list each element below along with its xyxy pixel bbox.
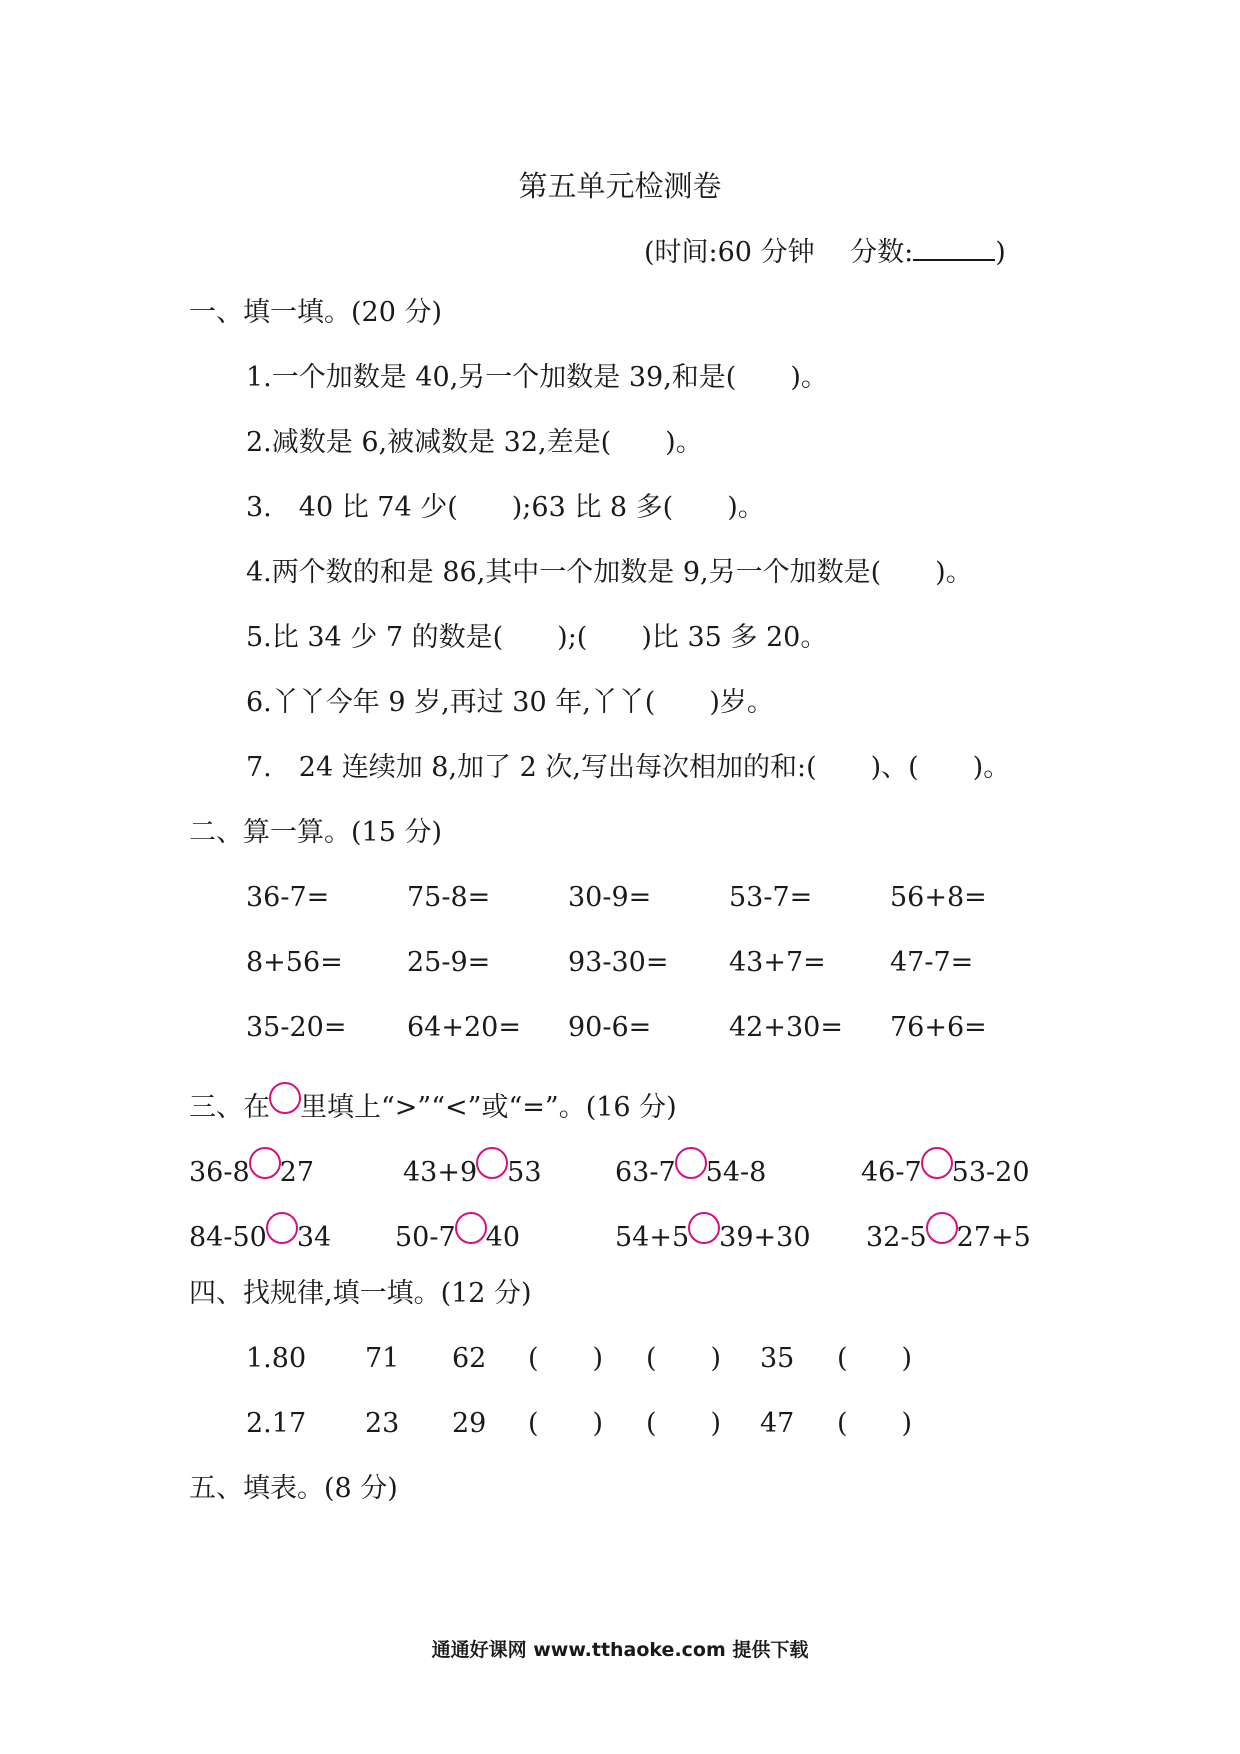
s1-question-7: 7. 24 连续加 8,加了 2 次,写出每次相加的和:( )、( )。	[246, 752, 1011, 783]
calc-problem: 47-7=	[890, 947, 974, 978]
compare-circle[interactable]	[249, 1147, 281, 1179]
s1-question-6: 6.丫丫今年 9 岁,再过 30 年,丫丫( )岁。	[246, 687, 774, 718]
compare-right: 39+30	[719, 1222, 811, 1253]
calc-problem: 56+8=	[890, 882, 987, 913]
calc-problem: 42+30=	[729, 1012, 843, 1043]
calc-problem: 35-20=	[246, 1012, 347, 1043]
section3-heading-pre: 三、在	[189, 1092, 270, 1123]
compare-item	[403, 1147, 542, 1190]
pattern-value: 29	[452, 1408, 487, 1439]
section3-heading	[189, 1082, 677, 1125]
pattern-value: 23	[365, 1408, 400, 1439]
compare-left: 63-7	[615, 1157, 676, 1188]
calc-problem: 30-9=	[568, 882, 652, 913]
compare-item	[861, 1147, 1030, 1190]
calc-problem: 90-6=	[568, 1012, 652, 1043]
compare-item	[189, 1212, 331, 1255]
pattern-blank[interactable]: ( )	[837, 1408, 913, 1439]
calc-problem: 36-7=	[246, 882, 330, 913]
compare-circle[interactable]	[675, 1147, 707, 1179]
calc-problem: 93-30=	[568, 947, 669, 978]
pattern-blank[interactable]: ( )	[646, 1343, 722, 1374]
compare-circle[interactable]	[476, 1147, 508, 1179]
calc-problem: 76+6=	[890, 1012, 987, 1043]
pattern-blank[interactable]: ( )	[528, 1408, 604, 1439]
footer-source: 通通好课网 www.tthaoke.com 提供下载	[431, 1639, 809, 1661]
calc-problem: 64+20=	[407, 1012, 521, 1043]
section1-heading: 一、填一填。(20 分)	[189, 297, 443, 328]
calc-problem: 43+7=	[729, 947, 826, 978]
compare-circle[interactable]	[926, 1212, 958, 1244]
calc-problem: 75-8=	[407, 882, 491, 913]
time-score-info	[644, 230, 1006, 269]
compare-right: 53-20	[951, 1157, 1030, 1188]
section5-heading: 五、填表。(8 分)	[189, 1473, 398, 1504]
s1-question-4: 4.两个数的和是 86,其中一个加数是 9,另一个加数是( )。	[246, 557, 973, 588]
calc-problem: 8+56=	[246, 947, 343, 978]
pattern-blank[interactable]: ( )	[528, 1343, 604, 1374]
time-score-label: (时间:60 分钟 分数:	[644, 237, 914, 268]
compare-circle[interactable]	[921, 1147, 953, 1179]
pattern-value: 47	[760, 1408, 795, 1439]
section2-heading: 二、算一算。(15 分)	[189, 817, 443, 848]
compare-item	[615, 1147, 766, 1190]
calc-problem: 53-7=	[729, 882, 813, 913]
pattern-value: 1.80	[246, 1343, 307, 1374]
compare-right: 53	[507, 1157, 542, 1188]
calc-problem: 25-9=	[407, 947, 491, 978]
compare-left: 43+9	[403, 1157, 478, 1188]
compare-item	[615, 1212, 811, 1255]
section4-heading: 四、找规律,填一填。(12 分)	[189, 1278, 532, 1309]
compare-circle[interactable]	[455, 1212, 487, 1244]
compare-circle[interactable]	[266, 1212, 298, 1244]
pattern-value: 62	[452, 1343, 487, 1374]
compare-left: 46-7	[861, 1157, 922, 1188]
compare-right: 27+5	[956, 1222, 1031, 1253]
compare-left: 32-5	[866, 1222, 927, 1253]
section3-heading-post: 里填上“>”“<”或“=”。(16 分)	[300, 1092, 677, 1123]
pattern-value: 2.17	[246, 1408, 307, 1439]
page-title: 第五单元检测卷	[518, 169, 722, 203]
compare-circle[interactable]	[688, 1212, 720, 1244]
compare-left: 84-50	[189, 1222, 267, 1253]
compare-right: 34	[296, 1222, 332, 1253]
info-close: )	[995, 237, 1006, 268]
compare-left: 50-7	[395, 1222, 456, 1253]
compare-item	[189, 1147, 314, 1190]
compare-right: 54-8	[705, 1157, 767, 1188]
compare-item	[866, 1212, 1031, 1255]
s1-question-1: 1.一个加数是 40,另一个加数是 39,和是( )。	[246, 362, 828, 393]
pattern-blank[interactable]: ( )	[837, 1343, 913, 1374]
pattern-value: 35	[760, 1343, 795, 1374]
s1-question-5: 5.比 34 少 7 的数是( );( )比 35 多 20。	[246, 622, 828, 653]
score-blank[interactable]	[913, 237, 995, 261]
compare-right: 27	[279, 1157, 315, 1188]
circle-icon	[269, 1082, 301, 1114]
pattern-value: 71	[365, 1343, 400, 1374]
pattern-blank[interactable]: ( )	[646, 1408, 722, 1439]
compare-left: 36-8	[189, 1157, 250, 1188]
compare-right: 40	[485, 1222, 521, 1253]
s1-question-2: 2.减数是 6,被减数是 32,差是( )。	[246, 427, 703, 458]
s1-question-3: 3. 40 比 74 少( );63 比 8 多( )。	[246, 492, 765, 523]
compare-item	[395, 1212, 520, 1255]
compare-left: 54+5	[615, 1222, 690, 1253]
